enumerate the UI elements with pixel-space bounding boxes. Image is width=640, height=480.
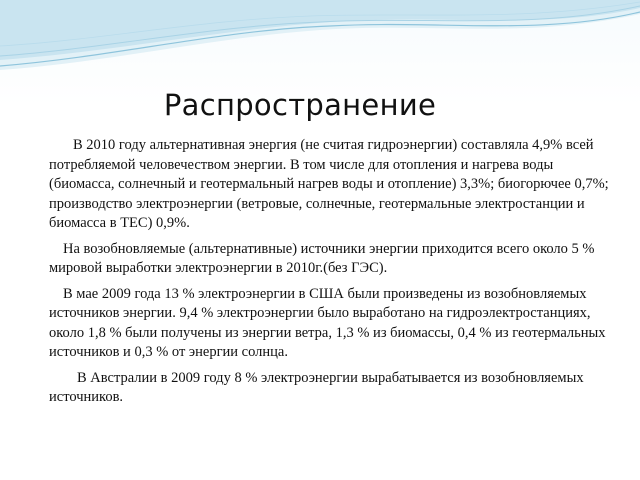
paragraph-australia-2009: В Австралии в 2009 году 8 % электроэнергии вырабатывается из возобновляемых источников. <box>49 369 584 405</box>
paragraph-2010-alternative-energy: В 2010 году альтернативная энергия (не считая гидроэнергии) составляла 4,9% всей потребляемой человечеством энергии. В том числе для отопления и нагрева воды (биомасса, солнечный и геотермальный нагрев воды и отопление) 3,3%; биогорючее 0,7%; производство электроэнергии (ветровые, солнечные, геотермальные электростанции и биомасса в ТЕС) 0,9%. <box>49 137 609 231</box>
decorative-wave-header <box>0 0 640 80</box>
paragraph-renewable-share: На возобновляемые (альтернативные) источники энергии приходится всего около 5 % мировой выработки электроэнергии в 2010г.(без ГЭС). <box>49 240 595 276</box>
slide-title: Распространение <box>163 88 437 122</box>
slide-body <box>49 136 615 414</box>
paragraph-usa-2009: В мае 2009 года 13 % электроэнергии в США были произведены из возобновляемых источников энергии. 9,4 % электроэнергии было выработано на гидроэлектростанциях, около 1,8 % были получены из энергии ветра, 1,3 % из биомассы, 0,4 % из геотермальных источников и 0,3 % от энергии солнца. <box>49 285 606 360</box>
